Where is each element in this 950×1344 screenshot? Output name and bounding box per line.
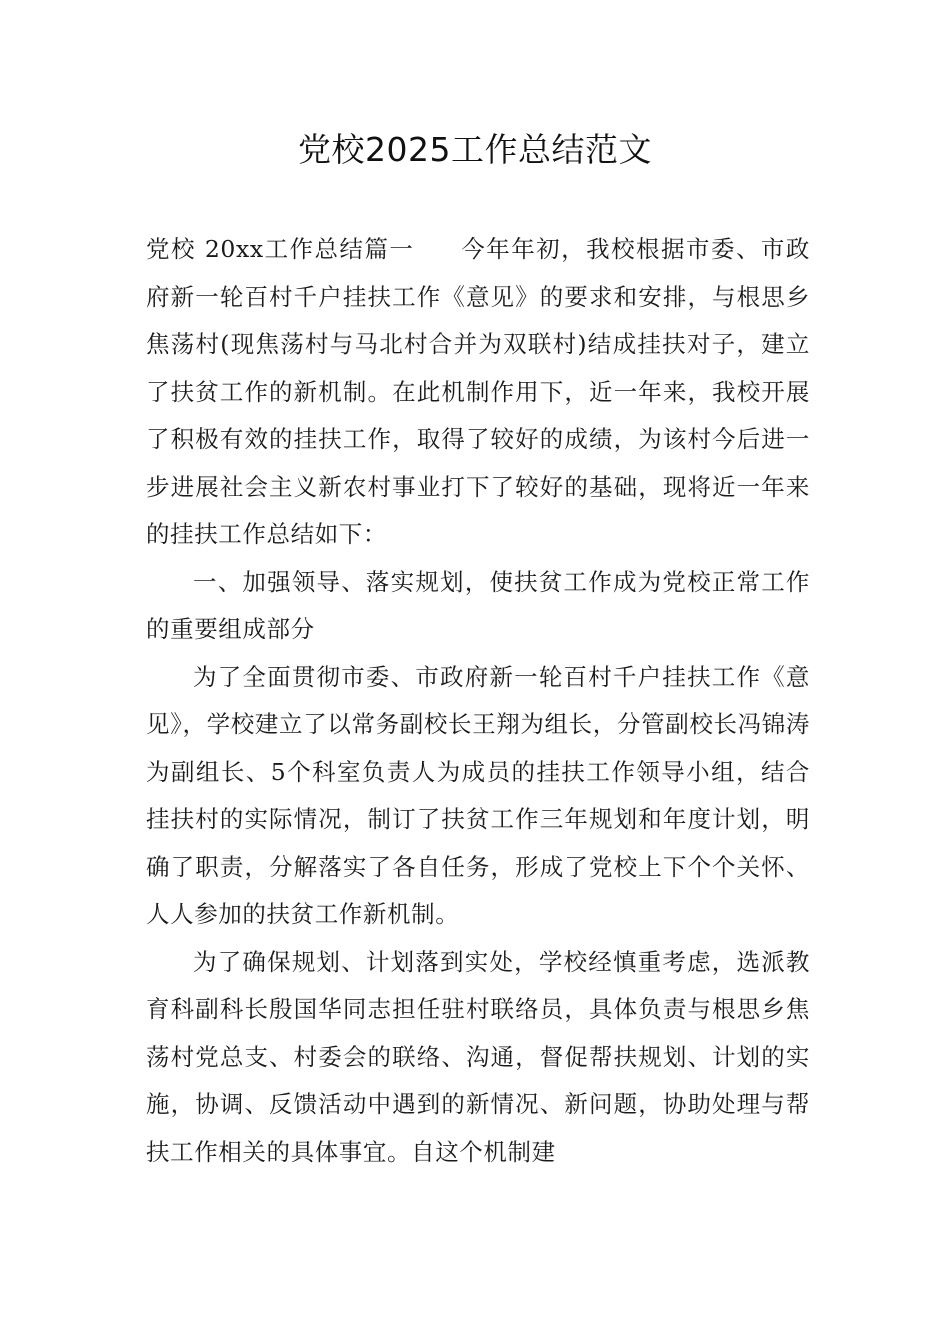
- paragraph: 为了确保规划、计划落到实处，学校经慎重考虑，选派教育科副科长殷国华同志担任驻村联络员，具体负责与根思乡焦荡村党总支、村委会的联络、沟通，督促帮扶规划、计划的实施，协调、反馈活动中遇到的新情况、新问题，协助处理与帮扶工作相关的具体事宜。自这个机制建: [146, 947, 810, 1166]
- document-title: 党校2025工作总结范文: [298, 130, 652, 169]
- section-heading: 党校 20xx工作总结篇一: [146, 235, 415, 263]
- document-body: [146, 226, 810, 1176]
- paragraph-text: 今年年初，我校根据市委、市政府新一轮百村千户挂扶工作《意见》的要求和安排，与根思乡焦荡村(现焦荡村与马北村合并为双联村)结成挂扶对子，建立了扶贫工作的新机制。在此机制作用下，近一年来，我校开展了积极有效的挂扶工作，取得了较好的成绩，为该村今后进一步进展社会主义新农村事业打下了较好的基础，现将近一年来的挂扶工作总结如下：: [146, 235, 810, 548]
- intro-paragraph: [146, 226, 810, 559]
- paragraph: 一、加强领导、落实规划，使扶贫工作成为党校正常工作的重要组成部分: [146, 567, 810, 643]
- paragraph: 为了全面贯彻市委、市政府新一轮百村千户挂扶工作《意见》，学校建立了以常务副校长王翔为组长，分管副校长冯锦涛 为副组长、5个科室负责人为成员的挂扶工作领导小组，结合挂扶村的实际情况，制订了扶贫工作三年规划和年度计划，明确了职责，分解落实了各自任务，形成了党校上下个个关怀、人人参加的扶贫工作新机制。: [146, 662, 810, 928]
